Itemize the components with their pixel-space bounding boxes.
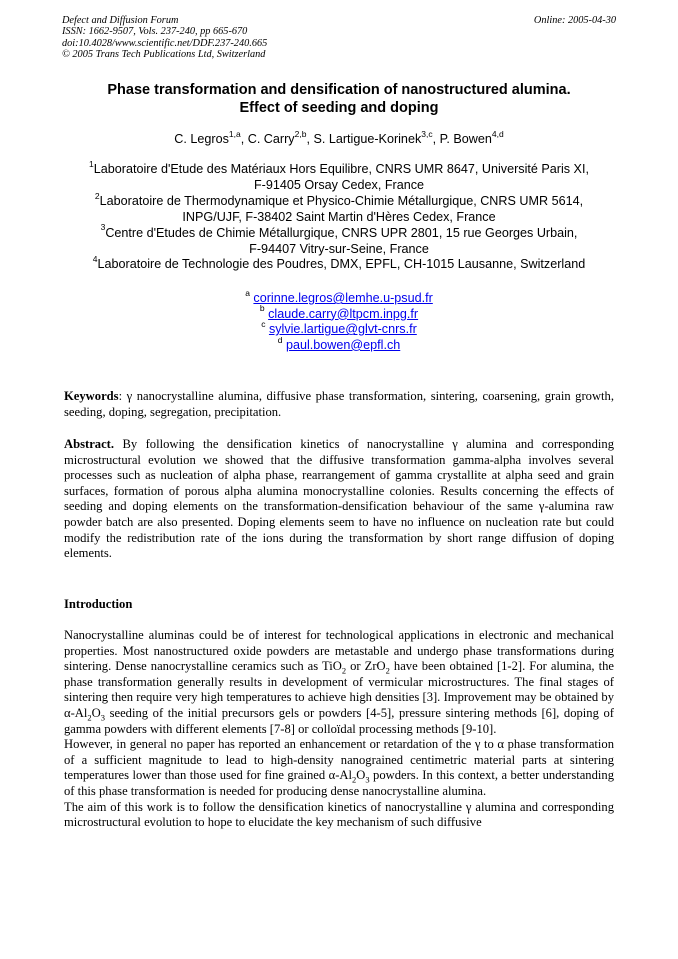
author-affil-mark: 2,b — [294, 128, 307, 139]
author-name: S. Lartigue-Korinek — [313, 132, 422, 146]
issn-line: ISSN: 1662-9507, Vols. 237-240, pp 665-670 — [62, 26, 248, 38]
subscript: 2 — [351, 774, 357, 785]
email-link[interactable]: sylvie.lartigue@glvt-cnrs.fr — [268, 322, 417, 337]
email-list — [62, 287, 616, 353]
email-mark: c — [261, 319, 266, 329]
author-name: P. Bowen — [439, 132, 492, 146]
affil-number: 4 — [92, 254, 98, 265]
online-date: Online: 2005-04-30 — [533, 15, 616, 26]
affiliation-list — [62, 158, 616, 273]
email-link[interactable]: corinne.legros@lemhe.u-psud.fr — [253, 291, 433, 305]
affiliation-3-cont: F-94407 Vitry-sur-Seine, France — [249, 241, 429, 256]
affiliation-1 — [62, 158, 616, 178]
author — [313, 128, 433, 146]
text-run: Nanocrystalline aluminas could be of interest for technological applications in electronic and mechanical properties. Most nanostructured oxide powders are metastable and undergo phase transformations during sintering. Dense nanocrystalline ceramics such as TiO — [64, 628, 614, 674]
affiliation-1-cont: F-91405 Orsay Cedex, France — [253, 177, 425, 192]
subscript: 3 — [365, 774, 370, 785]
affil-text: Laboratoire de Technologie des Poudres, DMX, EPFL, CH-1015 Lausanne, Switzerland — [97, 257, 586, 272]
intro-paragraph-1 — [64, 628, 614, 737]
copyright-line: © 2005 Trans Tech Publications Ltd, Switzerland — [62, 48, 266, 60]
abstract-section — [64, 437, 614, 562]
affiliation-2 — [62, 190, 616, 210]
subscript: 2 — [341, 665, 347, 676]
keywords-label: Keywords — [64, 389, 119, 403]
affil-text: Centre d'Etudes de Chimie Métallurgique, CNRS UPR 2801, 15 rue Georges Urbain, — [105, 225, 578, 240]
text-run: O — [356, 768, 366, 783]
introduction-heading: Introduction — [64, 597, 133, 611]
author-affil-mark: 4,d — [491, 128, 504, 139]
affiliation-3 — [62, 222, 616, 242]
affil-number: 1 — [89, 158, 94, 169]
keywords-section — [64, 389, 614, 420]
author — [174, 128, 241, 146]
author-separator: , — [306, 132, 314, 146]
subscript: 2 — [385, 665, 390, 676]
title-line-2: Effect of seeding and doping — [239, 99, 439, 116]
abstract-text: By following the densification kinetics of nanocrystalline γ alumina and corresponding microstructural evolution we showed that the diffusive transformation gamma-alpha involves several processes such as nucleation of alpha phase, rearrangement of gamma crystallite at alpha seed and grain surfaces, formation of porous alpha alumina monocrystalline colonies. Results concerning the effects of seeding and doping elements on the transformation-densification behaviour of the same γ-alumina raw powder batch are also presented. Doping elements seem to have no influence on nucleation rate but could modify the redistribution rate of the ions during the transformation by short range diffusion of doping elements. — [64, 437, 614, 561]
email-link[interactable]: claude.carry@ltpcm.inpg.fr — [268, 306, 419, 321]
text-run: However, in general no paper has reported an enhancement or retardation of the γ to α phase transformation of a sufficient magnitude to lead to high-density nanograined centimetric material parts at sintering temperatures lower than those used for fine grained α-Al — [64, 737, 614, 783]
affiliation-4 — [62, 254, 616, 273]
author-affil-mark: 3,c — [421, 128, 433, 139]
intro-paragraph-2 — [64, 737, 614, 799]
email-mark: d — [277, 334, 283, 345]
subscript: 3 — [100, 712, 105, 723]
text-run: have been obtained [1-2]. For alumina, the phase transformation generally results in development of vermicular microstructures. The final stages of sintering then require very high temperatures to achieve high densities [3]. Improvement may be obtained by α-Al — [64, 659, 614, 720]
text-run: seeding of the initial precursors gels or powders [4-5], pressure sintering methods [6], doping of gamma powders with different elements [7-8] or colloïdal processing methods [9-10]. — [64, 705, 614, 736]
author-affil-mark: 1,a — [228, 128, 241, 139]
title-line-1: Phase transformation and densification of nanostructured alumina. — [107, 82, 571, 98]
author — [439, 128, 504, 146]
email-entry — [62, 334, 616, 354]
paper-title — [62, 82, 616, 117]
affil-text: Laboratoire d'Etude des Matériaux Hors Equilibre, CNRS UMR 8647, Université Paris XI, — [93, 162, 589, 176]
email-entry — [62, 319, 616, 338]
email-entry — [62, 303, 616, 323]
abstract-label: Abstract. — [64, 437, 115, 451]
journal-name: Defect and Diffusion Forum — [62, 15, 179, 26]
subscript: 2 — [87, 712, 92, 723]
author — [247, 128, 307, 146]
email-mark: a — [245, 287, 250, 298]
email-mark: b — [259, 303, 265, 314]
author-separator: , — [432, 132, 440, 146]
email-entry — [62, 287, 616, 307]
affil-number: 2 — [94, 190, 100, 201]
author-separator: , — [240, 132, 248, 146]
affil-number: 3 — [100, 222, 106, 233]
author-list — [62, 128, 616, 147]
doi-line: doi:10.4028/www.scientific.net/DDF.237-240.665 — [62, 37, 268, 49]
introduction-section — [64, 628, 614, 831]
author-name: C. Legros — [174, 132, 229, 146]
text-run: powders. In this context, a better understanding of this phase transformation is needed for producing dense nanocrystalline alumina. — [64, 768, 614, 798]
affil-text: Laboratoire de Thermodynamique et Physico-Chimie Métallurgique, CNRS UMR 5614, — [99, 193, 584, 208]
text-run: O — [91, 705, 101, 720]
affiliation-2-cont: INPG/UJF, F-38402 Saint Martin d'Hères Cedex, France — [182, 209, 496, 224]
journal-header — [62, 15, 616, 60]
text-run: or ZrO — [346, 659, 386, 674]
author-name: C. Carry — [247, 132, 295, 146]
intro-paragraph-3: The aim of this work is to follow the densification kinetics of nanocrystalline γ alumina and corresponding microstructural evolution to hope to elucidate the key mechanism of such diffusive — [64, 799, 614, 830]
keywords-text: : γ nanocrystalline alumina, diffusive phase transformation, sintering, coarsening, grain growth, seeding, doping, segregation, precipitation. — [64, 389, 614, 419]
email-link[interactable]: paul.bowen@epfl.ch — [285, 337, 401, 352]
